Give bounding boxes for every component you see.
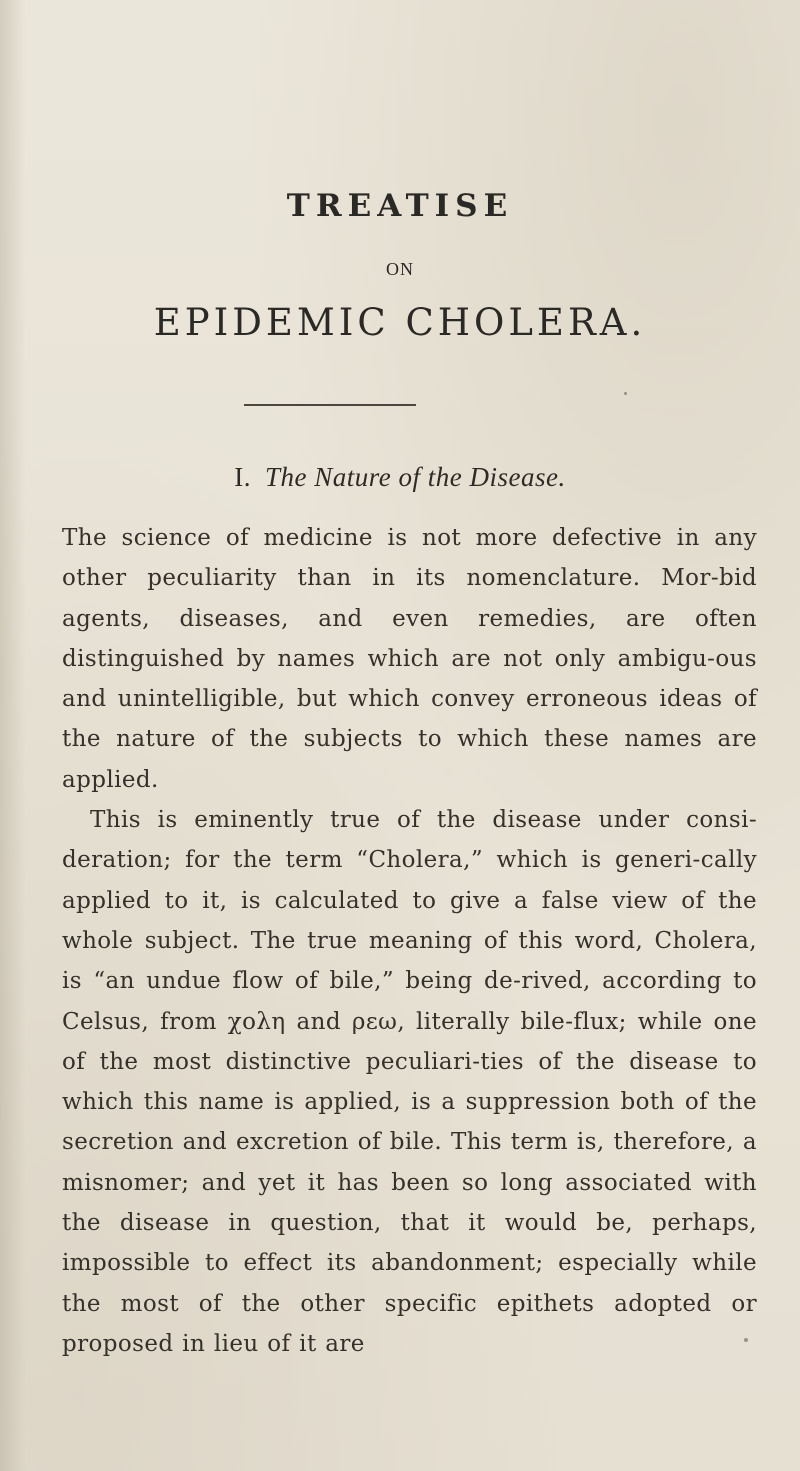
section-heading xyxy=(0,462,800,493)
title-main: TREATISE xyxy=(286,188,514,224)
section-number: I. xyxy=(234,462,252,492)
paragraph-2: This is eminently true of the disease under consi-deration; for the term “Cholera,” which is generi-cally applied to it, is calculated to give a false view of the whole subject. The true meaning of this word, Cholera, is “an undue flow of bile,” being de-rived, according to Celsus, from χολη and ρεω, literally bile-flux; while one of the most distinctive peculiari-ties of the disease to which this name is applied, is a suppression both of the secretion and excretion of bile. This term is, therefore, a misnomer; and yet it has been so long associated with the disease in question, that it would be, perhaps, impossible to effect its abandonment; especially while the most of the other specific epithets adopted or proposed in lieu of it are xyxy=(62,807,757,1357)
paper-speck xyxy=(624,392,627,395)
title-rule xyxy=(244,404,416,406)
title-subject: EPIDEMIC CHOLERA. xyxy=(153,301,647,344)
paragraph-1: The science of medicine is not more defective in any other peculiarity than in its nomenclature. Mor-bid agents, diseases, and even remedies, are often distinguished by names which are not only ambigu-ous and unintelligible, but which convey erroneous ideas of the nature of the subjects to which these names are applied. xyxy=(62,525,757,793)
body-text xyxy=(62,518,757,1364)
title-on: ON xyxy=(386,259,414,279)
section-name: The Nature of the Disease. xyxy=(265,462,566,492)
paper-speck xyxy=(744,1338,748,1342)
